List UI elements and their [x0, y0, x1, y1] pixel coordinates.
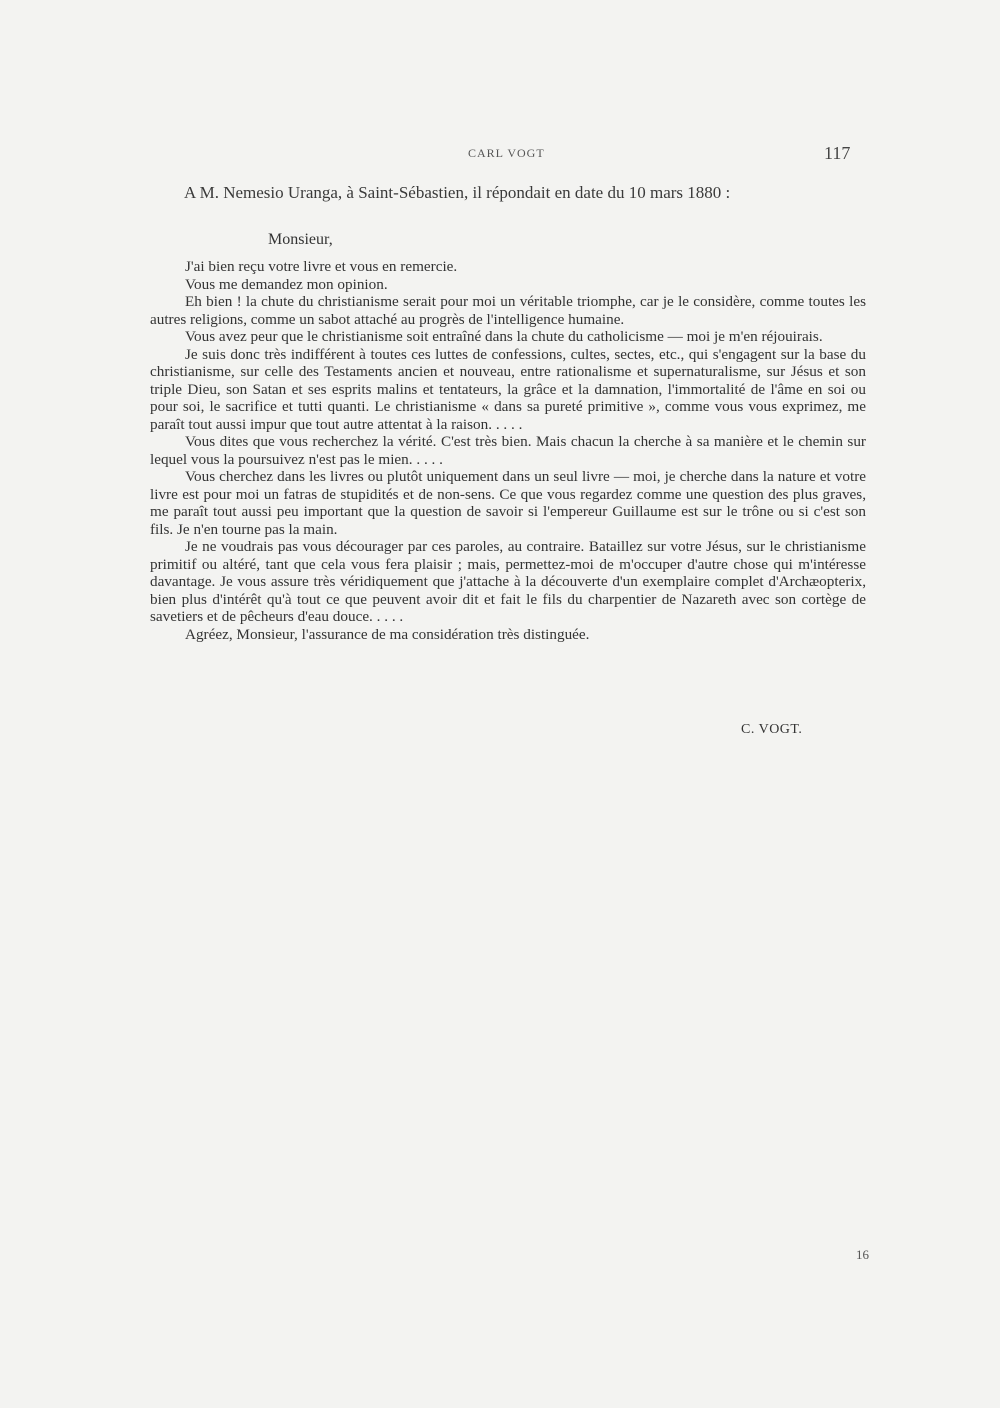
paragraph: J'ai bien reçu votre livre et vous en remercie.: [185, 258, 458, 275]
page-number: 117: [824, 143, 851, 163]
paragraph: Vous dites que vous recherchez la vérité. C'est très bien. Mais chacun la cherche à sa manière et le chemin sur lequel vous la poursuivez n'est pas le mien. . . . .: [150, 433, 866, 468]
paragraph: Je ne voudrais pas vous décourager par ces paroles, au contraire. Bataillez sur votre Jésus, sur le christianisme primitif ou altéré, tant que cela vous fera plaisir ; mais, permettez-moi de m'occuper d'autre chose qui m'intéresse davantage. Je vous assure très véridiquement que j'attache à la découverte d'un exemplaire complet d'Archæopterix, bien plus d'intérêt qu'à tout ce que peuvent avoir dit et fait le fils du charpentier de Nazareth avec son cortège de savetiers et de pêcheurs d'eau douce. . . . .: [150, 538, 866, 625]
letter-body: [150, 258, 866, 643]
paragraph: Agréez, Monsieur, l'assurance de ma considération très distinguée.: [185, 625, 590, 643]
running-head: CARL VOGT: [468, 146, 545, 160]
paragraph: Vous avez peur que le christianisme soit entraîné dans la chute du catholicisme — moi je m'en réjouirais.: [185, 328, 823, 345]
signature: C. VOGT.: [741, 722, 803, 737]
sheet-number: 16: [856, 1247, 869, 1262]
salutation: Monsieur,: [268, 231, 333, 248]
paragraph: Vous cherchez dans les livres ou plutôt uniquement dans un seul livre — moi, je cherche dans la nature et votre livre est pour moi un fatras de stupidités et de non-sens. Ce que vous regardez comme une question des plus graves, me paraît tout aussi peu important que la question de savoir si l'empereur Guillaume est sur le trône ou si c'est son fils. Je n'en tourne pas la main.: [150, 468, 866, 538]
paragraph: Eh bien ! la chute du christianisme serait pour moi un véritable triomphe, car je le considère, comme toutes les autres religions, comme un sabot attaché au progrès de l'intelligence humaine.: [150, 293, 866, 328]
paragraph: Vous me demandez mon opinion.: [185, 275, 388, 293]
paragraph: Je suis donc très indifférent à toutes ces luttes de confessions, cultes, sectes, etc., qui s'engagent sur la base du christianisme, sur celle des Testaments ancien et nouveau, entre rationalisme et supernaturalisme, sur Jésus et son triple Dieu, son Satan et ses esprits malins et tentateurs, la grâce et la damnation, l'immortalité de l'âme en soi ou pour soi, le sacrifice et tutti quanti. Le christianisme « dans sa pureté primitive », comme vous vous exprimez, me paraît tout aussi impur que tout autre attentat à la raison. . . . .: [150, 345, 866, 433]
intro-line: A M. Nemesio Uranga, à Saint-Sébastien, il répondait en date du 10 mars 1880 :: [184, 183, 731, 202]
